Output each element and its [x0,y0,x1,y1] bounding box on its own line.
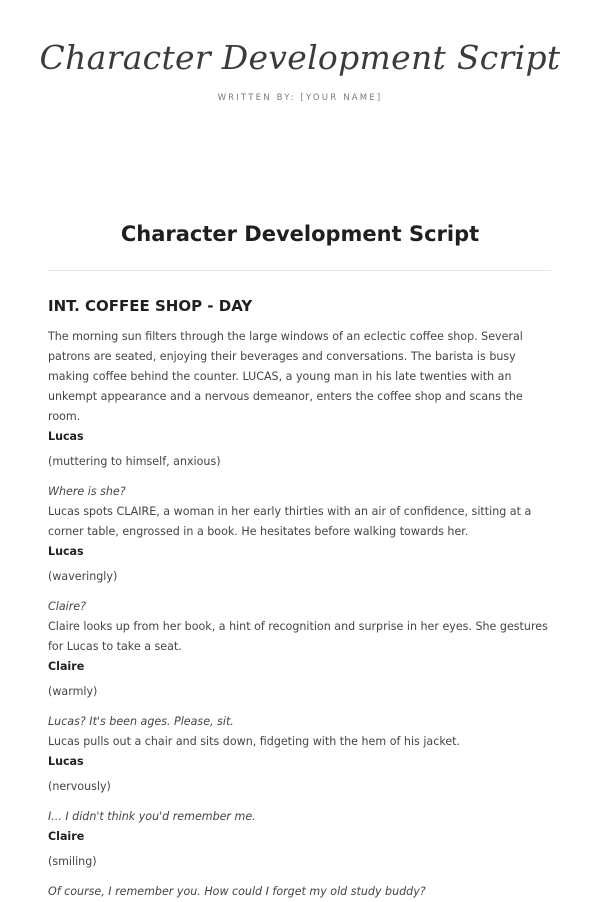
dialogue-line: I... I didn't think you'd remember me. [48,810,256,823]
title-divider [48,270,551,271]
character-name: Claire [48,830,85,843]
dialogue-line: Of course, I remember you. How could I forget my old study buddy? [48,885,426,898]
document-title: Character Development Script [120,222,480,246]
dialogue-line: Claire? [48,600,86,613]
parenthetical: (waveringly) [48,570,118,583]
action-paragraph: Lucas spots CLAIRE, a woman in her early thirties with an air of confidence, sitting at a corner table, engrossed in a book. He hesitates before walking towards her. [48,505,532,538]
parenthetical: (nervously) [48,780,111,793]
action-paragraph: Claire looks up from her book, a hint of recognition and surprise in her eyes. She gestures for Lucas to take a seat. [48,620,548,653]
parenthetical: (warmly) [48,685,98,698]
written-by-line: WRITTEN BY: [YOUR NAME] [217,93,383,103]
script-title: Character Development Script [39,38,561,77]
action-paragraph: The morning sun filters through the large windows of an eclectic coffee shop. Several patrons are seated, enjoying their beverages and conversations. The barista is busy making coffee behind the counter. LUCAS, a young man in his late twenties with an unkempt appearance and a nervous demeanor, enters the coffee shop and scans the room. [48,330,523,423]
character-name: Lucas [48,430,84,443]
character-name: Lucas [48,755,84,768]
script-body [48,327,552,902]
character-name: Lucas [48,545,84,558]
dialogue-line: Where is she? [48,485,126,498]
dialogue-line: Lucas? It's been ages. Please, sit. [48,715,234,728]
parenthetical: (muttering to himself, anxious) [48,455,221,468]
scene-heading: INT. COFFEE SHOP - DAY [48,297,253,315]
action-paragraph: Lucas pulls out a chair and sits down, fidgeting with the hem of his jacket. [48,735,461,748]
parenthetical: (smiling) [48,855,97,868]
character-name: Claire [48,660,85,673]
